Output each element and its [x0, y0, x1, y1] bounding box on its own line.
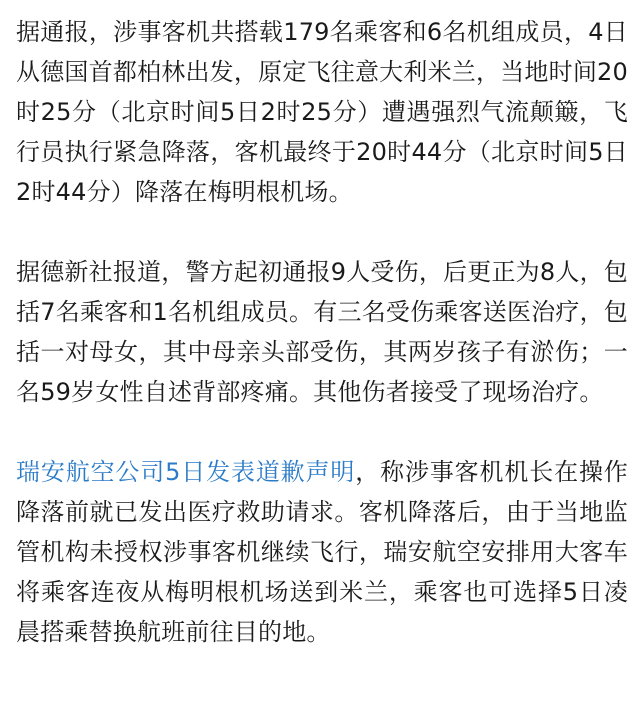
paragraph-airline-statement	[16, 452, 628, 652]
paragraph-text: ，称涉事客机机长在操作降落前就已发出医疗救助请求。客机降落后，由于当地监管机构未授权涉事客机继续飞行，瑞安航空安排用大客车将乘客连夜从梅明根机场送到米兰，乘客也可选择5日凌晨搭乘替换航班前往目的地。	[16, 458, 628, 646]
paragraph-injuries	[16, 252, 628, 412]
paragraph-text: 据德新社报道，警方起初通报9人受伤，后更正为8人，包括7名乘客和1名机组成员。有三名受伤乘客送医治疗，包括一对母女，其中母亲头部受伤，其两岁孩子有淤伤；一名59岁女性自述背部疼痛。其他伤者接受了现场治疗。	[16, 258, 628, 406]
paragraph-text: 据通报，涉事客机共搭载179名乘客和6名机组成员，4日从德国首都柏林出发，原定飞往意大利米兰，当地时间20时25分（北京时间5日2时25分）遭遇强烈气流颠簸，飞行员执行紧急降落，客机最终于20时44分（北京时间5日2时44分）降落在梅明根机场。	[16, 18, 628, 206]
article-body	[16, 12, 628, 652]
paragraph-incident-report	[16, 12, 628, 212]
apology-statement-link[interactable]: 瑞安航空公司5日发表道歉声明	[16, 458, 356, 486]
